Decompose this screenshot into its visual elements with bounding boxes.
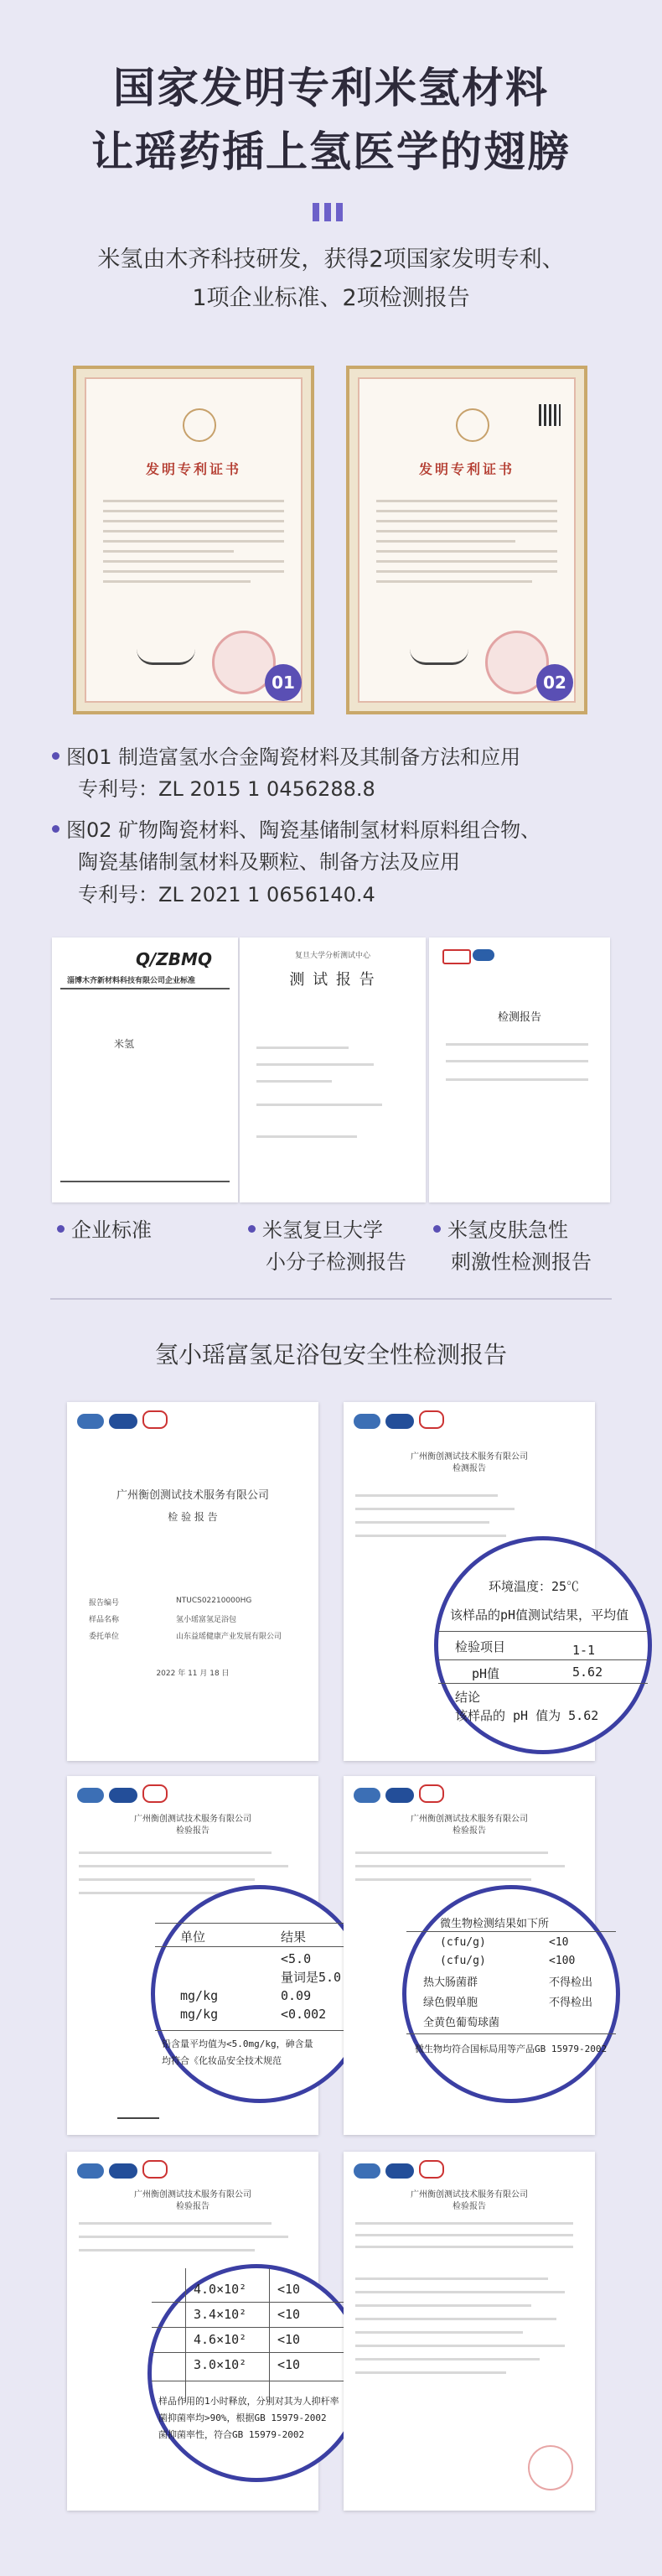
- mag-text: <100: [549, 1955, 576, 1967]
- value-client: 山东益瑶健康产业发展有限公司: [176, 1633, 282, 1641]
- mag-text: 绿色假单胞: [423, 1997, 478, 2009]
- mag-text: 结果: [281, 1929, 307, 1945]
- signature-icon: [117, 2107, 159, 2119]
- mag-text: 热大肠菌群: [423, 1976, 478, 1989]
- field-sample-name: 样品名称: [89, 1616, 120, 1624]
- decorative-bars: [313, 203, 349, 221]
- mag-text: mg/kg: [180, 2007, 219, 2022]
- cert-logos: [354, 1784, 449, 1803]
- cert-logos: [77, 2160, 173, 2179]
- bullet-dot: [57, 1225, 65, 1233]
- mag-text: 菌抑菌率性，符合GB 15979-2002: [158, 2429, 305, 2440]
- mag-text: 单位: [180, 1929, 206, 1945]
- report-name: 检验报告: [176, 2202, 209, 2211]
- value-report-no: NTUCS02210000HG: [176, 1597, 252, 1605]
- mag-text: (cfu/g): [440, 1955, 486, 1967]
- patent-certificate-1: [73, 366, 314, 714]
- report-name: 检验报告: [176, 1826, 209, 1836]
- doc-label-3: 米氢皮肤急性: [433, 1214, 568, 1246]
- mag-text: 该样品的 pH 值为 5.62: [455, 1708, 599, 1723]
- certificate-heading: 发明专利证书: [145, 461, 241, 477]
- mag-text: 4.0×10²: [194, 2282, 247, 2297]
- emblem-icon: [183, 408, 216, 442]
- report-name: 检 验 报 告: [168, 1511, 218, 1523]
- report-1: [67, 1402, 318, 1761]
- report-name: 检验报告: [453, 2202, 486, 2211]
- magnifier-heavy-metals: [151, 1885, 369, 2103]
- intro-line2: 1项企业标准、2项检测报告: [192, 285, 470, 311]
- cert-logos: [77, 1410, 173, 1429]
- report-5: [67, 2152, 339, 2511]
- mag-text: pH值: [472, 1666, 500, 1681]
- mag-text: 铅含量平均值为<5.0mg/kg，砷含量: [162, 2038, 313, 2049]
- signature-icon: [137, 649, 195, 665]
- mag-text: 样品作用的1小时释放，分别对其为人抑杆率: [158, 2396, 339, 2407]
- mag-text: (cfu/g): [440, 1936, 486, 1949]
- doc-org: 淄博木齐新材料科技有限公司企业标准: [67, 977, 196, 985]
- mag-text: 微生物均符合国标局用等产品GB 15979-2002: [415, 2044, 608, 2054]
- badge-01: 01: [265, 664, 302, 701]
- mag-text: 全黄色葡萄球菌: [423, 2017, 500, 2029]
- mag-text: 该样品的pH值测试结果，平均值: [450, 1607, 629, 1623]
- mag-text: 微生物检测结果如下所: [440, 1918, 550, 1930]
- cert-logos: [354, 1410, 449, 1429]
- patent-2-title-cont: 陶瓷基储制氢材料及颗粒、制备方法及应用: [78, 850, 460, 874]
- mag-text: 3.4×10²: [194, 2307, 247, 2322]
- mag-text: mg/kg: [180, 1988, 219, 2003]
- report-name: 检验报告: [453, 1826, 486, 1836]
- bullet-dot: [52, 825, 59, 833]
- mag-text: 检验项目: [455, 1639, 506, 1654]
- report-4: [344, 1776, 608, 2135]
- bullet-dot: [248, 1225, 256, 1233]
- page-title-line2: 让瑶药插上氢医学的翅膀: [91, 127, 571, 176]
- doc-label-3-cont: 刺激性检测报告: [451, 1250, 592, 1274]
- report-org: 广州衡创测试技术服务有限公司: [134, 1815, 251, 1824]
- section-title: 氢小瑶富氢足浴包安全性检测报告: [154, 1341, 507, 1368]
- doc-code: Q/ZBMQ: [136, 949, 212, 969]
- certificate-heading: 发明专利证书: [418, 461, 515, 477]
- mag-text: <10: [277, 2282, 301, 2297]
- cert-logos: [354, 2160, 449, 2179]
- value-sample-name: 氢小瑶富氢足浴包: [176, 1616, 237, 1624]
- cert-logos: [77, 1784, 173, 1803]
- bullet-dot: [433, 1225, 441, 1233]
- mag-text: 均符合《化妆品安全技术规范: [162, 2055, 282, 2066]
- doc-name: 检测报告: [497, 1011, 541, 1024]
- field-report-no: 报告编号: [89, 1599, 120, 1607]
- mag-text: 不得检出: [549, 1976, 593, 1989]
- emblem-icon: [456, 408, 489, 442]
- mag-text: 5.62: [572, 1665, 603, 1680]
- mag-text: 不得检出: [549, 1997, 593, 2009]
- report-2: [344, 1402, 629, 1761]
- mag-text: 0.09: [281, 1988, 312, 2003]
- doc-label-2-cont: 小分子检测报告: [266, 1250, 406, 1274]
- field-client: 委托单位: [89, 1633, 120, 1641]
- qr-code-icon: [539, 404, 561, 426]
- doc-name: 米氢: [114, 1038, 135, 1050]
- doc-name: 测 试 报 告: [289, 971, 376, 989]
- report-date: 2022 年 11 月 18 日: [156, 1670, 230, 1678]
- mag-text: 量词是5.0: [281, 1970, 342, 1985]
- magnifier-microbes: [402, 1885, 620, 2103]
- report-org: 广州衡创测试技术服务有限公司: [116, 1489, 269, 1502]
- stamp-icon: [528, 2445, 573, 2490]
- enterprise-standard-doc: [52, 937, 238, 1202]
- report-6: [344, 2152, 595, 2511]
- magnifier-antibacterial: [147, 2264, 365, 2482]
- report-name: 检测报告: [453, 1464, 486, 1473]
- skin-irritation-report-doc: [429, 937, 610, 1202]
- patent-2-number: 专利号：ZL 2021 1 0656140.4: [78, 883, 375, 906]
- report-3: [67, 1776, 342, 2135]
- mag-text: 1-1: [572, 1643, 596, 1658]
- intro-line1: 米氢由木齐科技研发，获得2项国家发明专利、: [97, 247, 565, 273]
- report-org: 广州衡创测试技术服务有限公司: [411, 2190, 528, 2199]
- report-org: 广州衡创测试技术服务有限公司: [134, 2190, 251, 2199]
- report-org: 广州衡创测试技术服务有限公司: [411, 1452, 528, 1462]
- mag-text: <10: [549, 1936, 569, 1949]
- mag-text: <10: [277, 2357, 301, 2372]
- doc-label-2: 米氢复旦大学: [248, 1214, 383, 1246]
- badge-02: 02: [536, 664, 573, 701]
- patent-1-title: 图01 制造富氢水合金陶瓷材料及其制备方法和应用: [52, 741, 520, 773]
- cnas-logo-icon: [473, 949, 494, 961]
- fudan-report-doc: [240, 937, 426, 1202]
- doc-label-1: 企业标准: [57, 1214, 152, 1246]
- mag-text: 结论: [455, 1690, 481, 1705]
- page-title-line1: 国家发明专利米氢材料: [113, 64, 549, 112]
- mag-text: <10: [277, 2307, 301, 2322]
- mag-text: 4.6×10²: [194, 2332, 247, 2347]
- section-divider: [50, 1298, 612, 1300]
- cma-logo-icon: [442, 949, 471, 964]
- mag-text: 3.0×10²: [194, 2357, 247, 2372]
- magnifier-ph: [434, 1536, 652, 1754]
- signature-icon: [410, 649, 468, 665]
- doc-org: 复旦大学分析测试中心: [294, 952, 370, 960]
- patent-2-title: 图02 矿物陶瓷材料、陶瓷基储制氢材料原料组合物、: [52, 814, 540, 846]
- mag-text: 环境温度：25℃: [489, 1579, 580, 1594]
- mag-text: <10: [277, 2332, 301, 2347]
- patent-1-number: 专利号：ZL 2015 1 0456288.8: [78, 777, 375, 801]
- mag-text: <0.002: [281, 2007, 327, 2022]
- bullet-dot: [52, 752, 59, 760]
- mag-text: <5.0: [281, 1951, 312, 1966]
- patent-certificate-2: [346, 366, 587, 714]
- report-org: 广州衡创测试技术服务有限公司: [411, 1815, 528, 1824]
- mag-text: 菌抑菌率均>90%，根据GB 15979-2002: [158, 2412, 327, 2423]
